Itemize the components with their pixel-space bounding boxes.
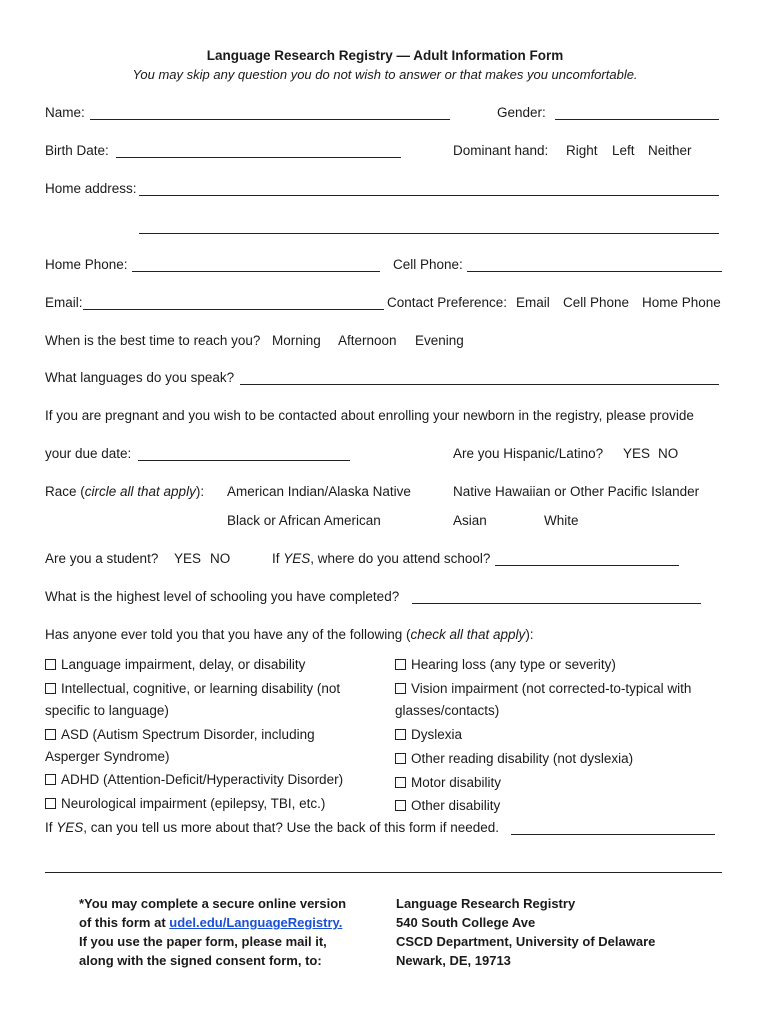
footer-left-line-2: of this form at udel.edu/LanguageRegistry. [79, 915, 343, 930]
race-option-native-hawaiian[interactable]: Native Hawaiian or Other Pacific Islander [453, 484, 700, 499]
checkbox-icon[interactable] [45, 798, 56, 809]
more-info-label: If YES, can you tell us more about that? Use the back of this form if needed. [45, 820, 500, 835]
race-option-asian[interactable]: Asian [453, 513, 487, 528]
birth-date-label: Birth Date: [45, 143, 109, 158]
hand-option-left[interactable]: Left [612, 143, 635, 158]
condition-neuro[interactable]: Neurological impairment (epilepsy, TBI, etc.) [45, 796, 325, 812]
cell-phone-field[interactable] [467, 271, 722, 272]
condition-asd-cont: Asperger Syndrome) [45, 749, 170, 764]
footer-right-line-4: Newark, DE, 19713 [396, 953, 511, 968]
schooling-label: What is the highest level of schooling you have completed? [45, 589, 400, 604]
condition-hearing[interactable]: Hearing loss (any type or severity) [395, 657, 616, 673]
hispanic-label: Are you Hispanic/Latino? [453, 446, 604, 461]
dominant-hand-label: Dominant hand: [453, 143, 549, 158]
name-field[interactable] [90, 119, 450, 120]
checkbox-icon[interactable] [395, 777, 406, 788]
more-info-field-1[interactable] [511, 834, 715, 835]
birth-date-field[interactable] [116, 157, 401, 158]
hand-option-right[interactable]: Right [566, 143, 598, 158]
form-subtitle: You may skip any question you do not wish to answer or that makes you uncomfortable. [132, 67, 638, 82]
gender-label: Gender: [497, 105, 546, 120]
hispanic-no[interactable]: NO [658, 446, 679, 461]
cell-phone-label: Cell Phone: [393, 257, 463, 272]
checkbox-icon[interactable] [45, 774, 56, 785]
condition-asd[interactable]: ASD (Autism Spectrum Disorder, including [45, 727, 315, 743]
condition-language[interactable]: Language impairment, delay, or disability [45, 657, 305, 673]
time-option-evening[interactable]: Evening [415, 333, 464, 348]
condition-vision[interactable]: Vision impairment (not corrected-to-typical with [395, 681, 691, 697]
checkbox-icon[interactable] [395, 753, 406, 764]
best-time-label: When is the best time to reach you? [45, 333, 261, 348]
condition-motor[interactable]: Motor disability [395, 775, 501, 791]
condition-adhd[interactable]: ADHD (Attention-Deficit/Hyperactivity Disorder) [45, 772, 343, 788]
contact-option-cell[interactable]: Cell Phone [563, 295, 630, 310]
checkbox-icon[interactable] [395, 659, 406, 670]
more-info-field-2[interactable] [45, 872, 722, 873]
hand-option-neither[interactable]: Neither [648, 143, 692, 158]
race-option-american-indian[interactable]: American Indian/Alaska Native [227, 484, 411, 499]
contact-preference-label: Contact Preference: [387, 295, 508, 310]
checkbox-icon[interactable] [45, 683, 56, 694]
home-address-field-1[interactable] [139, 195, 719, 196]
contact-option-home[interactable]: Home Phone [642, 295, 721, 310]
registry-link[interactable]: udel.edu/LanguageRegistry. [169, 915, 343, 930]
home-phone-field[interactable] [132, 271, 380, 272]
school-field[interactable] [495, 565, 679, 566]
email-field[interactable] [83, 309, 384, 310]
footer-right-line-2: 540 South College Ave [396, 915, 536, 930]
condition-other[interactable]: Other disability [395, 798, 500, 814]
schooling-field[interactable] [412, 603, 701, 604]
checkbox-icon[interactable] [45, 729, 56, 740]
due-date-field[interactable] [138, 460, 350, 461]
race-option-white[interactable]: White [544, 513, 579, 528]
home-phone-label: Home Phone: [45, 257, 128, 272]
form-title: Language Research Registry — Adult Information Form [206, 48, 564, 63]
checkbox-icon[interactable] [395, 683, 406, 694]
school-label: If YES, where do you attend school? [272, 551, 491, 566]
contact-option-email[interactable]: Email [516, 295, 550, 310]
footer-left-line-4: along with the signed consent form, to: [79, 953, 322, 968]
checkbox-icon[interactable] [395, 800, 406, 811]
conditions-heading: Has anyone ever told you that you have any of the following (check all that apply): [45, 627, 534, 642]
student-label: Are you a student? [45, 551, 159, 566]
pregnant-text: If you are pregnant and you wish to be contacted about enrolling your newborn in the registry, please provide [45, 408, 694, 423]
home-address-label: Home address: [45, 181, 137, 196]
footer-left-line-1: *You may complete a secure online version [79, 896, 347, 911]
languages-field[interactable] [240, 384, 719, 385]
student-no[interactable]: NO [210, 551, 231, 566]
email-label: Email: [45, 295, 83, 310]
footer-right-line-1: Language Research Registry [396, 896, 576, 911]
condition-intellectual[interactable]: Intellectual, cognitive, or learning disability (not [45, 681, 340, 697]
condition-intellectual-cont: specific to language) [45, 703, 169, 718]
footer-right-line-3: CSCD Department, University of Delaware [396, 934, 656, 949]
student-yes[interactable]: YES [174, 551, 202, 566]
home-address-field-2[interactable] [139, 233, 719, 234]
checkbox-icon[interactable] [45, 659, 56, 670]
condition-vision-cont: glasses/contacts) [395, 703, 500, 718]
gender-field[interactable] [555, 119, 719, 120]
checkbox-icon[interactable] [395, 729, 406, 740]
race-option-black[interactable]: Black or African American [227, 513, 381, 528]
languages-label: What languages do you speak? [45, 370, 235, 385]
condition-reading[interactable]: Other reading disability (not dyslexia) [395, 751, 633, 767]
race-label: Race (circle all that apply): [45, 484, 205, 499]
hispanic-yes[interactable]: YES [623, 446, 651, 461]
footer-left-line-3: If you use the paper form, please mail it, [79, 934, 327, 949]
condition-dyslexia[interactable]: Dyslexia [395, 727, 462, 743]
due-date-label: your due date: [45, 446, 132, 461]
time-option-morning[interactable]: Morning [272, 333, 321, 348]
name-label: Name: [45, 105, 85, 120]
time-option-afternoon[interactable]: Afternoon [338, 333, 397, 348]
